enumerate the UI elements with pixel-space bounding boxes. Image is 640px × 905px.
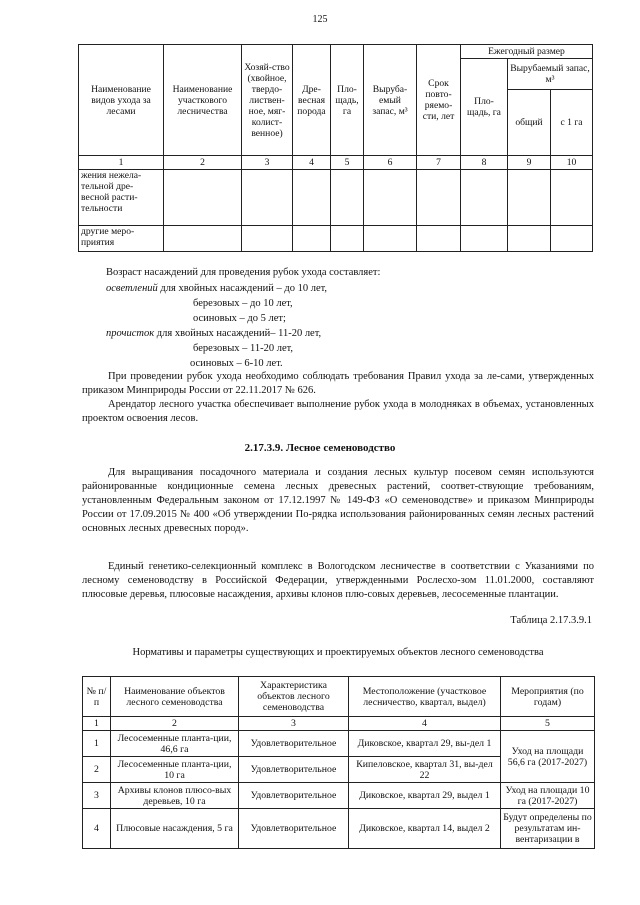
location: Кипеловское, квартал 31, вы-дел 22 (349, 757, 501, 783)
object-name: Лесосеменные планта-ции, 10 га (111, 757, 239, 783)
table-cell (293, 226, 331, 252)
header-annual-size: Ежегодный размер (461, 45, 593, 59)
col-number: 10 (551, 156, 593, 170)
term-clearing: осветлений (106, 283, 158, 294)
table-row (79, 170, 593, 226)
table-cell (417, 226, 461, 252)
table-cell (417, 170, 461, 226)
column-numbers-row (79, 156, 593, 170)
table-cell (242, 226, 293, 252)
age-line-text: для хвойных насаждений– 11-20 лет, (154, 328, 322, 339)
characteristic: Удовлетворительное (239, 757, 349, 783)
paragraph-rules: При проведении рубок ухода необходимо соблюдать требования Правил ухода за ле-сами, утвержденных приказом Минприроды России от 22.11.2017 № 626. (82, 371, 594, 396)
care-type-cell: другие меро-приятия (79, 226, 164, 252)
header-area: Пло-щадь, га (331, 45, 364, 156)
header-total: общий (508, 90, 551, 156)
table-cell (461, 226, 508, 252)
object-name: Архивы клонов плюсо-вых деревьев, 10 га (111, 783, 239, 809)
paragraph-seeds: Для выращивания посадочного материала и создания лесных культур посевом семян используются районированные кондиционные семена лесных древесных растений, соответ-ствующие требованиям, установленным Федеральным законом от 17.12.1997 № 149-ФЗ «О семеноводстве» и приказом Минприроды России от 17.09.2015 № 400 «Об утверждении По-рядка использования районированных семян лесных растений основных лесных древесных пород». (82, 467, 594, 534)
age-line-clearing (106, 282, 327, 295)
header-forestry: Наименование участкового лесничества (164, 45, 242, 156)
col-number: 3 (242, 156, 293, 170)
object-name: Плюсовые насаждения, 5 га (111, 809, 239, 849)
location: Диковское, квартал 29, выдел 1 (349, 783, 501, 809)
table-row (83, 731, 595, 757)
measures-merged: Уход на площади 56,6 га (2017-2027) (501, 731, 595, 783)
table-row (83, 783, 595, 809)
age-line: березовых – 11-20 лет, (193, 343, 294, 354)
care-type-cell: жения нежела-тельной дре-весной расти-тельности (79, 170, 164, 226)
thinning-table (78, 44, 593, 252)
measures: Уход на площади 10 га (2017-2027) (501, 783, 595, 809)
header-care-type: Наименование видов ухода за лесами (79, 45, 164, 156)
col-number: 7 (417, 156, 461, 170)
row-number: 4 (83, 809, 111, 849)
paragraph-complex: Единый генетико-селекционный комплекс в Вологодском лесничестве в соответствии с Указаниями по лесному семеноводству в Российской Федерации, утвержденными Рослесхо-зом 11.01.2000, составляют плюсовые деревья, плюсовые насаждения, архивы клонов плю-совых деревьев, лесосеменные плантации. (82, 561, 594, 600)
header-repeat-period: Срок повто-ряемо-сти, лет (417, 45, 461, 156)
table-reference: Таблица 2.17.3.9.1 (510, 615, 592, 626)
age-line-cleaning (106, 327, 321, 340)
characteristic: Удовлетворительное (239, 783, 349, 809)
table-cell (551, 226, 593, 252)
age-line: березовых – до 10 лет, (193, 298, 293, 309)
col-number: 2 (111, 717, 239, 731)
header-characteristic: Характеристика объектов лесного семеноводства (239, 677, 349, 717)
col-number: 8 (461, 156, 508, 170)
header-annual-volume: Вырубаемый запас, м³ (508, 59, 593, 90)
header-economy: Хозяй-ство (хвойное, твердо-листвен-ное, мяг-колист-венное) (242, 45, 293, 156)
table-cell (331, 170, 364, 226)
col-number: 5 (501, 717, 595, 731)
header-number: № п/п (83, 677, 111, 717)
col-number: 4 (349, 717, 501, 731)
characteristic: Удовлетворительное (239, 731, 349, 757)
table-row (79, 226, 593, 252)
col-number: 1 (83, 717, 111, 731)
age-line: осиновых – 6-10 лет. (190, 358, 283, 369)
characteristic: Удовлетворительное (239, 809, 349, 849)
table-cell (364, 226, 417, 252)
row-number: 2 (83, 757, 111, 783)
section-heading: 2.17.3.9. Лесное семеноводство (244, 442, 396, 454)
col-number: 1 (79, 156, 164, 170)
col-number: 9 (508, 156, 551, 170)
table-cell (331, 226, 364, 252)
table-cell (164, 170, 242, 226)
column-numbers-row (83, 717, 595, 731)
header-location: Местоположение (участковое лесничество, квартал, выдел) (349, 677, 501, 717)
age-line-text: для хвойных насаждений – до 10 лет, (157, 283, 328, 294)
col-number: 6 (364, 156, 417, 170)
table-cell (293, 170, 331, 226)
header-per-ha: с 1 га (551, 90, 593, 156)
location: Диковское, квартал 29, вы-дел 1 (349, 731, 501, 757)
header-measures: Мероприятия (по годам) (501, 677, 595, 717)
seed-objects-table (82, 676, 595, 849)
table-cell (364, 170, 417, 226)
header-object-name: Наименование объектов лесного семеноводства (111, 677, 239, 717)
col-number: 3 (239, 717, 349, 731)
object-name: Лесосеменные планта-ции, 46,6 га (111, 731, 239, 757)
measures: Будут определены по результатам ин-вентаризации в (501, 809, 595, 849)
age-intro: Возраст насаждений для проведения рубок ухода составляет: (106, 267, 381, 278)
col-number: 2 (164, 156, 242, 170)
table-cell (461, 170, 508, 226)
table-cell (508, 170, 551, 226)
table-title: Нормативы и параметры существующих и проектируемых объектов лесного семеноводства (132, 647, 544, 658)
paragraph-tenant: Арендатор лесного участка обеспечивает выполнение рубок ухода в молодняках в объемах, установленных проектом освоения лесов. (82, 399, 594, 424)
page-number: 125 (312, 14, 328, 25)
location: Диковское, квартал 14, выдел 2 (349, 809, 501, 849)
table-cell (508, 226, 551, 252)
table-cell (164, 226, 242, 252)
header-species: Дре-весная порода (293, 45, 331, 156)
table-cell (551, 170, 593, 226)
col-number: 4 (293, 156, 331, 170)
term-cleaning: прочисток (106, 328, 155, 339)
table-cell (242, 170, 293, 226)
col-number: 5 (331, 156, 364, 170)
header-annual-area: Пло-щадь, га (461, 59, 508, 156)
age-line: осиновых – до 5 лет; (193, 313, 286, 324)
row-number: 3 (83, 783, 111, 809)
header-volume: Выруба-емый запас, м³ (364, 45, 417, 156)
table-row (83, 809, 595, 849)
row-number: 1 (83, 731, 111, 757)
